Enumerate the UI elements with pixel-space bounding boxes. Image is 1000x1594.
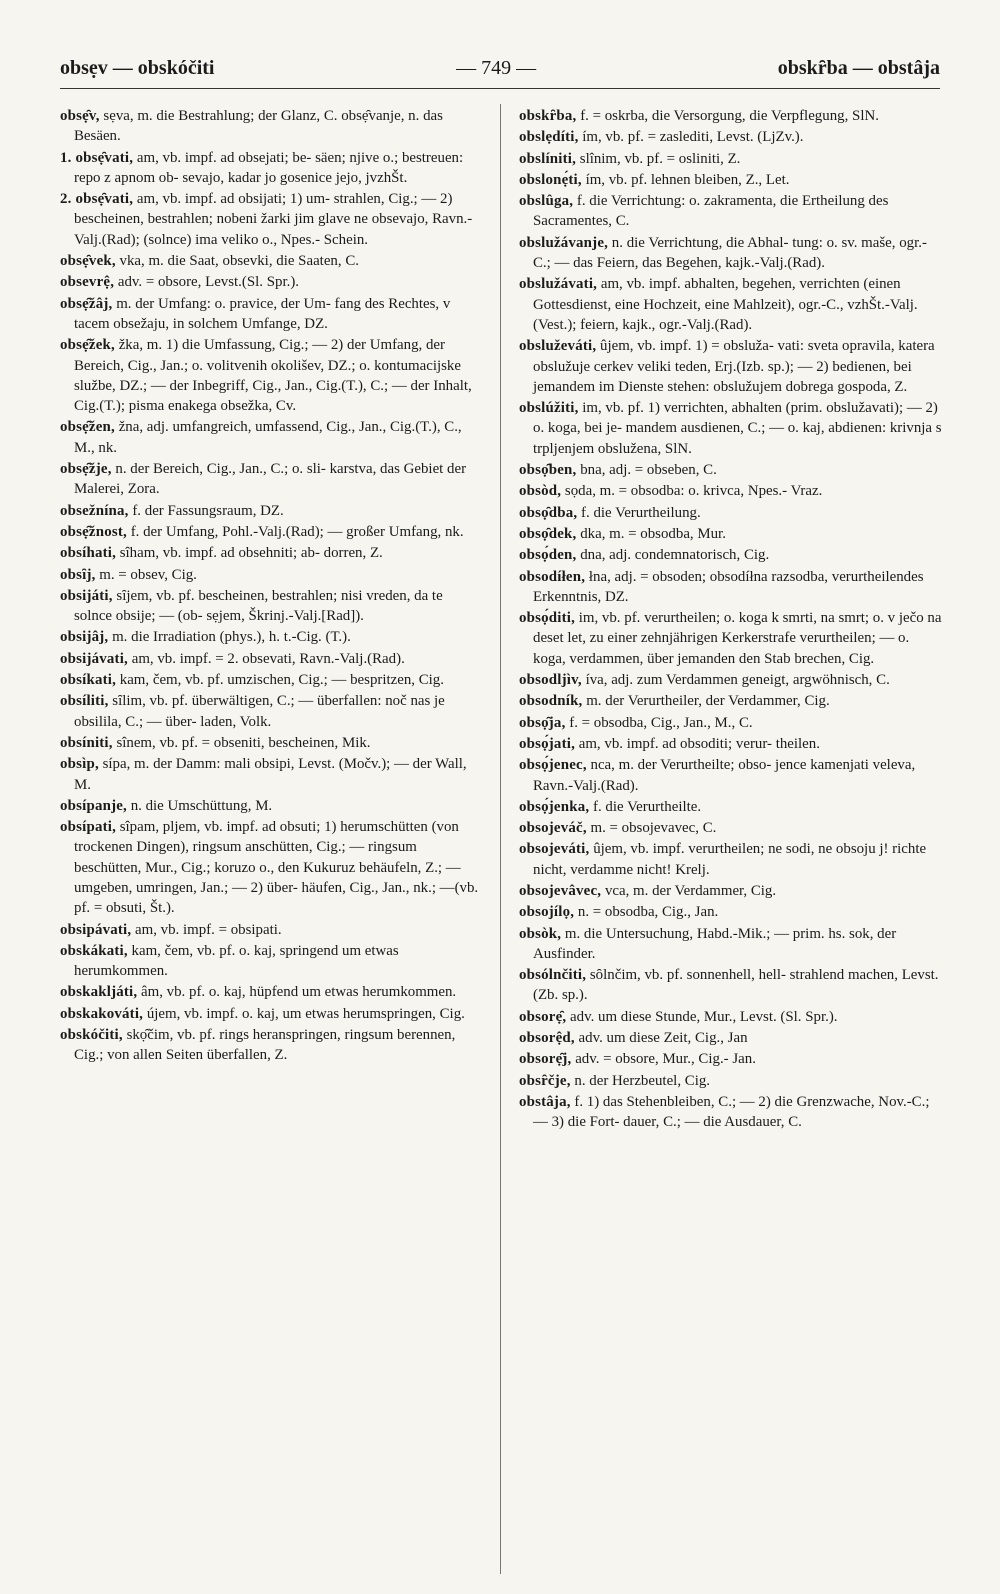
entry-headword: obskákati, xyxy=(60,942,128,959)
entry-headword: obskóčiti, xyxy=(60,1027,123,1044)
entry-definition: am, vb. impf. abhalten, begehen, verrichten (einen Gottesdienst, eine Hochzeit, eine Mahlzeit), ogr.-C., vzhŠt.-Valj.(Vest.); feiern, kajk., ogr.-Valj.(Rad). xyxy=(533,276,918,333)
page-header xyxy=(60,48,940,89)
left-column xyxy=(60,106,484,1067)
dictionary-entry xyxy=(60,417,484,458)
entry-definition: adv. = obsore, Mur., Cig.- Jan. xyxy=(575,1051,756,1068)
entry-definition: ûjem, vb. impf. verurtheilen; ne sodi, ne obsoju j! richte nicht, verdamme nicht! Krelj. xyxy=(533,841,927,878)
dictionary-entry xyxy=(519,398,943,459)
dictionary-entry xyxy=(60,294,484,335)
entry-definition: sȋjem, vb. pf. bescheinen, bestrahlen; nisi vreden, da te solnce obsije; — (ob- sẹjem, Škrinj.-Valj.[Rad]). xyxy=(74,587,443,625)
entry-headword: obsẹ̑vek, xyxy=(60,253,116,270)
dictionary-entry xyxy=(60,189,484,250)
entry-definition: ûjem, vb. impf. 1) = obsluža- vati: sveta opravila, katera obslužuje cerkev veliki teden, Erj.(Izb. sp.); — 2) bedienen, bei jemandem im Dienste stehen: obslužujem dobrega gospoda, Z. xyxy=(533,338,935,395)
header-left-guideword: obsẹv — obskóčiti xyxy=(60,56,215,79)
entry-definition: žna, adj. umfangreich, umfassend, Cig., Jan., Cig.(T.), C., M., nk. xyxy=(74,419,462,456)
entry-headword: obsọ́diti, xyxy=(519,610,576,627)
dictionary-entry xyxy=(519,608,943,669)
entry-definition: sọda, m. = obsodba: o. krivca, Npes.- Vraz. xyxy=(564,483,823,500)
entry-definition: am, vb. impf. ad obsijati; 1) um- strahlen, Cig.; — 2) bescheinen, bestrahlen; nobeni žarki jim glave ne obsevajo, Ravn.- Valj.(Rad); (solnce) ima veliko o., Npes.- Schein. xyxy=(74,191,473,248)
entry-definition: sȋlim, vb. pf. überwältigen, C.; — überfallen: noč nas je obsilila, C.; — über- laden, Volk. xyxy=(74,693,445,730)
entry-definition: f. die Verurtheilte. xyxy=(593,798,702,815)
dictionary-entry xyxy=(60,691,484,732)
entry-headword: obsọ́jati, xyxy=(519,735,575,752)
dictionary-entry xyxy=(519,170,943,190)
entry-definition: m. der Verurtheiler, der Verdammer, Cig. xyxy=(586,693,830,710)
dictionary-entry xyxy=(60,586,484,627)
entry-headword: obsẹ̑žje, xyxy=(60,461,112,478)
entry-headword: obsòk, xyxy=(519,925,562,942)
entry-definition: bna, adj. = obseben, C. xyxy=(580,462,717,479)
entry-headword: obsluževáti, xyxy=(519,338,597,355)
entry-definition: újem, vb. impf. o. kaj, um etwas herumspringen, Cig. xyxy=(146,1005,465,1022)
entry-definition: slînim, vb. pf. = osliniti, Z. xyxy=(579,150,741,167)
entry-headword: obsíniti, xyxy=(60,734,113,751)
entry-headword: obsorệd, xyxy=(519,1030,575,1047)
entry-headword: 2. obsẹ̑vati, xyxy=(60,191,134,208)
entry-headword: obsojevâvec, xyxy=(519,882,602,899)
dictionary-entry xyxy=(519,818,943,838)
entry-definition: kam, čem, vb. pf. umzischen, Cig.; — bespritzen, Cig. xyxy=(119,672,444,689)
entry-definition: vca, m. der Verdammer, Cig. xyxy=(604,882,777,899)
entry-definition: adv. um diese Zeit, Cig., Jan xyxy=(578,1030,748,1047)
entry-definition: skọ̑čim, vb. pf. rings heranspringen, ringsum berennen, Cig.; von allen Seiten überfallen, Z. xyxy=(74,1027,456,1064)
dictionary-entry xyxy=(60,543,484,563)
dictionary-entry xyxy=(519,965,943,1006)
dictionary-entry xyxy=(519,902,943,922)
page-number: — 749 — xyxy=(456,56,537,79)
entry-definition: nca, m. der Verurtheilte; obso- jence kamenjati veleva, Ravn.-Valj.(Rad). xyxy=(533,757,916,794)
entry-headword: obslíniti, xyxy=(519,150,577,167)
entry-headword: obsọ́jenka, xyxy=(519,798,590,815)
entry-definition: f. die Verrichtung: o. zakramenta, die Ertheilung des Sacramentes, C. xyxy=(533,193,889,230)
dictionary-entry xyxy=(60,754,484,795)
entry-definition: adv. = obsore, Levst.(Sl. Spr.). xyxy=(117,274,299,291)
dictionary-entry xyxy=(60,459,484,500)
entry-definition: am, vb. impf. = 2. obsevati, Ravn.-Valj.(Rad). xyxy=(131,650,405,667)
entry-headword: obsẹ̑žen, xyxy=(60,419,115,436)
entry-headword: obskȓba, xyxy=(519,108,577,124)
entry-definition: n. die Verrichtung, die Abhal- tung: o. sv. maše, ogr.-C.; — das Feiern, das Begehen, kajk.-Valj.(Rad). xyxy=(533,234,927,272)
dictionary-entry xyxy=(519,1028,943,1048)
dictionary-entry xyxy=(60,796,484,816)
entry-headword: obsorẹ̑j, xyxy=(519,1051,572,1068)
entry-headword: obsẹ̑žnost, xyxy=(60,523,127,540)
entry-definition: am, vb. impf. ad obsoditi; verur- theilen. xyxy=(578,735,820,752)
entry-headword: obsojeváti, xyxy=(519,841,590,858)
column-divider xyxy=(500,104,501,1574)
dictionary-entry xyxy=(60,251,484,271)
entry-headword: 1. obsẹ̑vati, xyxy=(60,149,134,166)
right-column xyxy=(519,106,943,1134)
dictionary-entry xyxy=(519,149,943,169)
entry-definition: łna, adj. = obsoden; obsodíłna razsodba, verurtheilendes Erkenntnis, DZ. xyxy=(533,568,924,605)
entry-definition: ím, vb. pf. = zaslediti, Levst. (LjZv.). xyxy=(582,129,804,146)
dictionary-entry xyxy=(519,127,943,147)
entry-headword: obslûga, xyxy=(519,193,574,210)
entry-definition: n. die Umschüttung, M. xyxy=(130,797,273,814)
entry-definition: âm, vb. pf. o. kaj, hüpfend um etwas herumkommen. xyxy=(141,984,457,1001)
entry-definition: f. der Fassungsraum, DZ. xyxy=(132,502,284,519)
dictionary-entry xyxy=(519,567,943,608)
entry-headword: obsọ́jenec, xyxy=(519,757,587,774)
entry-headword: obsíliti, xyxy=(60,693,109,710)
entry-definition: f. die Verurtheilung. xyxy=(581,504,701,521)
dictionary-entry xyxy=(519,191,943,232)
dictionary-entry xyxy=(519,670,943,690)
entry-definition: sîham, vb. impf. ad obsehniti; ab- dorren, Z. xyxy=(119,545,383,562)
entry-headword: obsȓčje, xyxy=(519,1072,571,1089)
entry-headword: obslužávati, xyxy=(519,276,598,293)
dictionary-entry xyxy=(519,1007,943,1027)
entry-headword: obskakováti, xyxy=(60,1005,144,1022)
entry-definition: dka, m. = obsodba, Mur. xyxy=(580,525,726,542)
entry-definition: sípa, m. der Damm: mali obsipi, Levst. (Močv.); — der Wall, M. xyxy=(74,756,467,793)
dictionary-entry xyxy=(519,1049,943,1069)
dictionary-entry xyxy=(519,797,943,817)
entry-headword: obstâja, xyxy=(519,1093,571,1110)
dictionary-entry xyxy=(519,1071,943,1091)
entry-definition: n. der Herzbeutel, Cig. xyxy=(574,1072,710,1089)
dictionary-entry xyxy=(519,713,943,733)
entry-definition: kam, čem, vb. pf. o. kaj, springend um etwas herumkommen. xyxy=(74,942,399,980)
entry-headword: obsọ̑ben, xyxy=(519,462,577,479)
entry-headword: obsȋj, xyxy=(60,566,96,583)
entry-definition: sȏlnčim, vb. pf. sonnenhell, hell- strahlend machen, Levst.(Zb. sp.). xyxy=(533,967,939,1004)
entry-headword: obsíhati, xyxy=(60,545,117,562)
entry-definition: m. die Irradiation (phys.), h. t.-Cig. (T.). xyxy=(112,629,351,646)
dictionary-entry xyxy=(519,881,943,901)
entry-definition: f. = oskrba, die Versorgung, die Verpflegung, SlN. xyxy=(580,108,879,124)
entry-headword: obsodník, xyxy=(519,693,583,710)
dictionary-entry xyxy=(519,524,943,544)
dictionary-entry xyxy=(60,335,484,416)
entry-definition: adv. um diese Stunde, Mur., Levst. (Sl. Spr.). xyxy=(570,1008,838,1025)
dictionary-entry xyxy=(60,982,484,1002)
dictionary-entry xyxy=(519,839,943,880)
entry-headword: obsijávati, xyxy=(60,650,128,667)
entry-headword: obsijâj, xyxy=(60,629,109,646)
dictionary-entry xyxy=(519,274,943,335)
entry-definition: im, vb. pf. 1) verrichten, abhalten (prim. obslužavati); — 2) o. koga, bei je- mandem ausdienen, C.; — o. kaj, abdienen: krivnja s trpljenjem obslužena, SlN. xyxy=(533,400,942,457)
entry-headword: obsipávati, xyxy=(60,921,132,938)
entry-definition: sînem, vb. pf. = obseniti, bescheinen, Mik. xyxy=(116,734,371,751)
dictionary-entry xyxy=(60,565,484,585)
entry-headword: obskakljáti, xyxy=(60,984,138,1001)
entry-headword: obsọ̑ja, xyxy=(519,714,566,731)
entry-headword: obslúžiti, xyxy=(519,400,579,417)
dictionary-entry xyxy=(60,148,484,189)
dictionary-entry xyxy=(519,460,943,480)
dictionary-entry xyxy=(60,670,484,690)
entry-definition: žka, m. 1) die Umfassung, Cig.; — 2) der Umfang, der Bereich, Cig., Jan.; o. volitvenih okolišev, DZ.; o. kontumacijske službe, DZ.; — der Inbegriff, Cig., Jan., Cig.(T.), C.; — der Inhalt, Cig.(T.); pisma enakega obsežka, Cv. xyxy=(74,337,472,415)
entry-definition: f. 1) das Stehenbleiben, C.; — 2) die Grenzwache, Nov.-C.; — 3) die Fort- dauer, C.; — die Ausdauer, C. xyxy=(533,1093,930,1131)
dictionary-entry xyxy=(60,627,484,647)
entry-definition: sẹva, m. die Bestrahlung; der Glanz, C. obsẹ̑vanje, n. das Besäen. xyxy=(74,108,443,145)
entry-definition: íva, adj. zum Verdammen geneigt, argwöhnisch, C. xyxy=(585,672,890,689)
dictionary-entry xyxy=(60,1025,484,1066)
dictionary-entry xyxy=(519,734,943,754)
entry-headword: obslẹdíti, xyxy=(519,129,579,146)
dictionary-entry xyxy=(60,649,484,669)
entry-headword: obslužávanje, xyxy=(519,234,609,251)
entry-definition: n. der Bereich, Cig., Jan., C.; o. sli- karstva, das Gebiet der Malerei, Zora. xyxy=(74,461,467,498)
entry-definition: f. = obsodba, Cig., Jan., M., C. xyxy=(569,714,753,731)
dictionary-entry xyxy=(519,545,943,565)
entry-definition: m. die Untersuchung, Habd.-Mik.; — prim. hs. sok, der Ausfinder. xyxy=(533,925,897,962)
entry-headword: obsorẹ̑, xyxy=(519,1008,567,1025)
dictionary-entry xyxy=(60,106,484,147)
entry-headword: obsijáti, xyxy=(60,587,113,604)
dictionary-entry xyxy=(519,691,943,711)
entry-definition: ím, vb. pf. lehnen bleiben, Z., Let. xyxy=(585,171,790,188)
entry-definition: sîpam, pljem, vb. impf. ad obsuti; 1) herumschütten (von trockenen Dingen), ringsum anschütten, Cig.; — ringsum beschütten, Mur., Cig.; koruzo o., den Kukuruz behäufeln, Z.; — umgeben, umringen, Jan.; — 2) über- häufen, Cig., Jan., nk.; —(vb. pf. = obsuti, Št.). xyxy=(74,819,479,917)
entry-definition: m. = obsojevavec, C. xyxy=(590,820,717,837)
dictionary-entry xyxy=(519,755,943,796)
entry-headword: obsodljìv, xyxy=(519,672,582,689)
entry-headword: obslonẹ́ti, xyxy=(519,171,582,188)
dictionary-entry xyxy=(60,941,484,982)
dictionary-entry xyxy=(60,733,484,753)
entry-headword: obsípati, xyxy=(60,819,117,836)
dictionary-entry xyxy=(519,233,943,274)
dictionary-entry xyxy=(60,272,484,292)
entry-headword: obsojeváč, xyxy=(519,820,587,837)
dictionary-entry xyxy=(60,920,484,940)
dictionary-entry xyxy=(519,924,943,965)
dictionary-entry xyxy=(60,817,484,918)
entry-headword: obsẹ̑žek, xyxy=(60,337,115,354)
entry-headword: obsólnčiti, xyxy=(519,967,587,984)
dictionary-entry xyxy=(60,1004,484,1024)
entry-headword: obsẹ̑v, xyxy=(60,108,100,124)
entry-headword: obsọ̑dek, xyxy=(519,525,577,542)
entry-definition: dna, adj. condemnatorisch, Cig. xyxy=(580,547,770,564)
entry-headword: obsípanje, xyxy=(60,797,127,814)
dictionary-entry xyxy=(519,1092,943,1133)
dictionary-entry xyxy=(519,106,943,126)
dictionary-entry xyxy=(519,503,943,523)
entry-headword: obsíkati, xyxy=(60,672,117,689)
entry-headword: obsežnína, xyxy=(60,502,129,519)
entry-definition: m. der Umfang: o. pravice, der Um- fang des Rechtes, v tacem obsežaju, in solchem Umfange, DZ. xyxy=(74,295,451,332)
entry-definition: am, vb. impf. ad obsejati; be- säen; njive o.; bestreuen: repo z apnom ob- sevajo, kadar jo gosenice jejo, jvzhŠt. xyxy=(74,149,464,186)
header-right-guideword: obskȓba — obstâja xyxy=(777,56,940,79)
entry-headword: obsẹ̑žâj, xyxy=(60,295,113,312)
dictionary-entry xyxy=(60,501,484,521)
entry-headword: obsojílọ, xyxy=(519,904,575,921)
entry-headword: obsòd, xyxy=(519,483,562,500)
entry-definition: am, vb. impf. = obsipati. xyxy=(135,921,282,938)
entry-headword: obsọ̑dba, xyxy=(519,504,578,521)
dictionary-entry xyxy=(60,522,484,542)
entry-definition: vka, m. die Saat, obsevki, die Saaten, C. xyxy=(119,253,359,270)
entry-headword: obsìp, xyxy=(60,756,99,773)
entry-definition: n. = obsodba, Cig., Jan. xyxy=(577,904,719,921)
entry-headword: obsọ́den, xyxy=(519,547,577,564)
entry-definition: im, vb. pf. verurtheilen; o. koga k smrti, na smrt; o. v ječo na deset let, zu einer zehnjährigen Kerkerstrafe verurtheilen; — o. koga, verdammen, über jemanden den Stab brechen, Cig. xyxy=(533,610,942,667)
dictionary-entry xyxy=(519,336,943,397)
dictionary-entry xyxy=(519,481,943,501)
entry-headword: obsodíłen, xyxy=(519,568,586,585)
entry-definition: m. = obsev, Cig. xyxy=(99,566,197,583)
entry-definition: f. der Umfang, Pohl.-Valj.(Rad); — großer Umfang, nk. xyxy=(130,523,464,540)
entry-headword: obsevrệ, xyxy=(60,274,115,291)
